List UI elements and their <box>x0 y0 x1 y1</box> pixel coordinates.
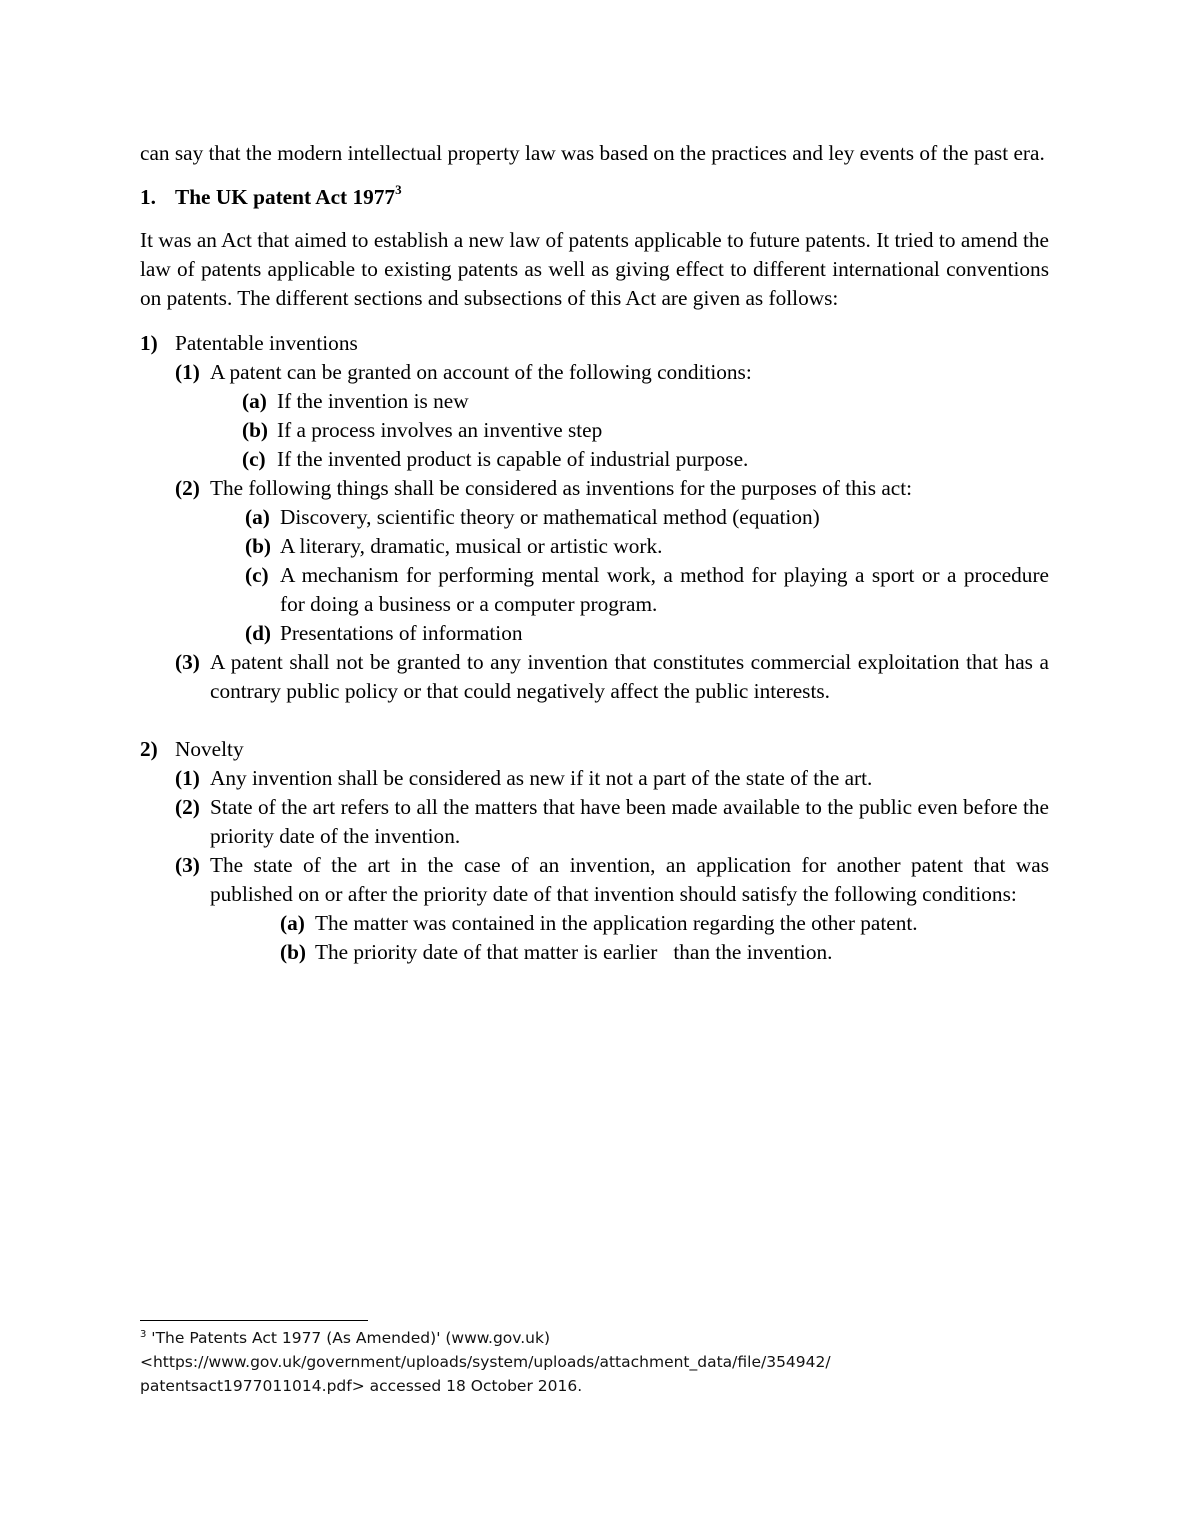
section-1 <box>140 329 1049 358</box>
footnote-line-1 <box>140 1326 1049 1350</box>
list-item <box>280 938 1049 967</box>
list-item <box>242 416 1049 445</box>
footnote-line-2[interactable]: <https://www.gov.uk/government/uploads/system/uploads/attachment_data/file/354942/ <box>140 1353 831 1371</box>
footnote <box>140 1320 1049 1398</box>
subsection-label: (1) <box>175 360 200 384</box>
item-label: (a) <box>280 911 305 935</box>
item-label: (c) <box>242 447 266 471</box>
subsection-text: Any invention shall be considered as new if it not a part of the state of the art. <box>210 766 873 790</box>
item-text: If the invention is new <box>277 389 469 413</box>
footnote-reference[interactable]: 3 <box>395 181 402 197</box>
section-2 <box>140 735 1049 764</box>
section-label: 2) <box>140 737 158 761</box>
footnote-separator <box>140 1320 368 1321</box>
subsection-label: (3) <box>175 650 200 674</box>
list-item <box>245 619 1049 648</box>
intro-paragraph: can say that the modern intellectual property law was based on the practices and ley events of the past era. <box>140 141 1045 165</box>
heading-title-wrap <box>175 183 402 212</box>
document-page <box>140 139 1049 967</box>
heading-title: The UK patent Act 1977 <box>175 185 396 209</box>
subsection <box>175 358 1049 387</box>
item-text: A literary, dramatic, musical or artistic work. <box>280 534 663 558</box>
body-paragraph: It was an Act that aimed to establish a new law of patents applicable to future patents. It tried to amend the law of patents applicable to existing patents as well as giving effect to different international conventions on patents. The different sections and subsections of this Act are given as follows: <box>140 228 1049 310</box>
item-text: If the invented product is capable of industrial purpose. <box>277 447 749 471</box>
subsection-text: A patent can be granted on account of the following conditions: <box>210 360 752 384</box>
footnote-line-3: patentsact1977011014.pdf> accessed 18 October 2016. <box>140 1377 583 1395</box>
subsection <box>175 648 1049 706</box>
list-item <box>242 445 1049 474</box>
list-item <box>280 909 1049 938</box>
item-label: (b) <box>280 940 307 964</box>
list-item <box>245 532 1049 561</box>
item-label: (d) <box>245 621 272 645</box>
subsection <box>175 793 1049 851</box>
list-item <box>245 561 1049 619</box>
footnote-source: 'The Patents Act 1977 (As Amended)' (www.gov.uk) <box>146 1329 551 1347</box>
item-label: (b) <box>242 418 269 442</box>
section-title: Patentable inventions <box>175 331 358 355</box>
item-label: (c) <box>245 563 269 587</box>
item-label: (b) <box>245 534 272 558</box>
subsection-text: The following things shall be considered as inventions for the purposes of this act: <box>210 476 913 500</box>
subsection-label: (1) <box>175 766 200 790</box>
section-spacer <box>140 706 1049 735</box>
section-title: Novelty <box>175 737 244 761</box>
subsection-label: (2) <box>175 795 200 819</box>
item-text: Presentations of information <box>280 621 523 645</box>
item-text: If a process involves an inventive step <box>277 418 603 442</box>
subsection-text: A patent shall not be granted to any invention that constitutes commercial exploitation that has a contrary public policy or that could negatively affect the public interests. <box>210 650 1049 703</box>
item-label: (a) <box>245 505 270 529</box>
subsection-label: (3) <box>175 853 200 877</box>
section-heading <box>140 183 1049 212</box>
list-item <box>242 387 1049 416</box>
subsection <box>175 474 1049 503</box>
list-item <box>245 503 1049 532</box>
subsection <box>175 851 1049 909</box>
item-text: Discovery, scientific theory or mathematical method (equation) <box>280 505 820 529</box>
item-text: The priority date of that matter is earlier than the invention. <box>315 940 833 964</box>
subsection-text: State of the art refers to all the matters that have been made available to the public even before the priority date of the invention. <box>210 795 1049 848</box>
section-label: 1) <box>140 331 158 355</box>
subsection-text: The state of the art in the case of an invention, an application for another patent that was published on or after the priority date of that invention should satisfy the following conditions: <box>210 853 1049 906</box>
heading-number: 1. <box>140 185 156 209</box>
item-text: The matter was contained in the application regarding the other patent. <box>315 911 918 935</box>
subsection <box>175 764 1049 793</box>
item-label: (a) <box>242 389 267 413</box>
item-text: A mechanism for performing mental work, a method for playing a sport or a procedure for doing a business or a computer program. <box>280 563 1049 616</box>
subsection-label: (2) <box>175 476 200 500</box>
footnote-marker: 3 <box>140 1328 147 1340</box>
